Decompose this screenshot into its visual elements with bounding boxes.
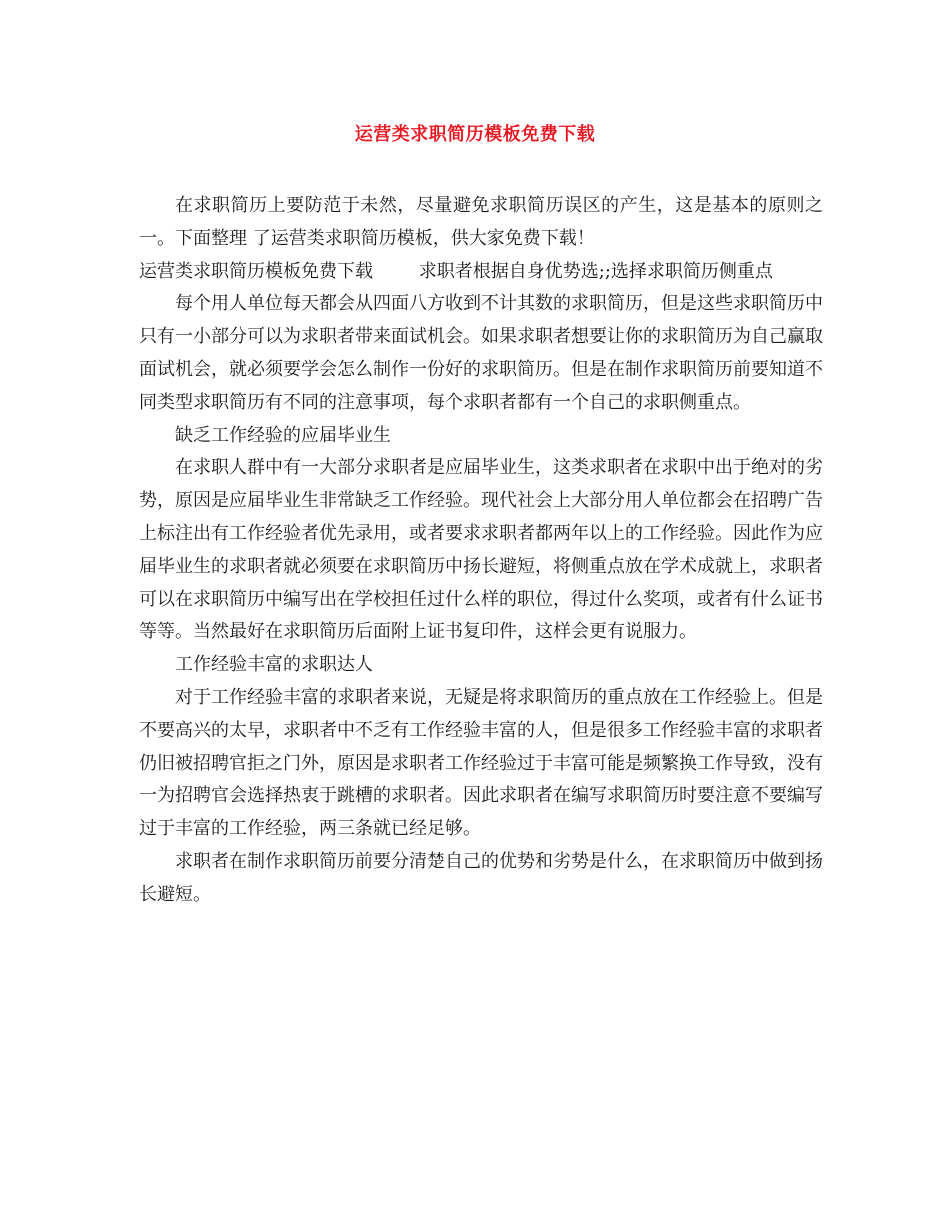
document-body (139, 190, 823, 912)
section-heading-experienced: 工作经验丰富的求职达人 (175, 654, 373, 676)
paragraph-intro: 在求职简历上要防范于未然，尽量避免求职简历误区的产生，这是基本的原则之一。下面整理 了运营类求职简历模板，供大家免费下载！ (139, 195, 823, 249)
paragraph-conclusion: 求职者在制作求职简历前要分清楚自己的优势和劣势是什么，在求职简历中做到扬长避短。 (139, 850, 823, 905)
paragraph-overview: 每个用人单位每天都会从四面八方收到不计其数的求职简历，但是这些求职简历中只有一小部分可以为求职者带来面试机会。如果求职者想要让你的求职简历为自己赢取面试机会，就必须要学会怎么制作一份好的求职简历。但是在制作求职简历前要知道不同类型求职简历有不同的注意事项，每个求职者都有一个自己的求职侧重点。 (139, 293, 823, 413)
paragraph-heading-line: 运营类求职简历模板免费下载 求职者根据自身优势选;;选择求职简历侧重点 (139, 260, 773, 282)
section-heading-graduates: 缺乏工作经验的应届毕业生 (175, 424, 391, 446)
paragraph-graduates: 在求职人群中有一大部分求职者是应届毕业生，这类求职者在求职中出于绝对的劣势，原因是应届毕业生非常缺乏工作经验。现代社会上大部分用人单位都会在招聘广告上标注出有工作经验者优先录用，或者要求求职者都两年以上的工作经验。因此作为应届毕业生的求职者就必须要在求职简历中扬长避短，将侧重点放在学术成就上，求职者可以在求职简历中编写出在学校担任过什么样的职位，得过什么奖项，或者有什么证书等等。当然最好在求职简历后面附上证书复印件，这样会更有说服力。 (139, 457, 823, 643)
document-title: 运营类求职简历模板免费下载 (354, 124, 596, 145)
paragraph-experienced: 对于工作经验丰富的求职者来说，无疑是将求职简历的重点放在工作经验上。但是不要高兴的太早，求职者中不乏有工作经验丰富的人，但是很多工作经验丰富的求职者仍旧被招聘官拒之门外，原因是求职者工作经验过于丰富可能是频繁换工作导致，没有一为招聘官会选择热衷于跳槽的求职者。因此求职者在编写求职简历时要注意不要编写过于丰富的工作经验，两三条就已经足够。 (139, 686, 823, 840)
